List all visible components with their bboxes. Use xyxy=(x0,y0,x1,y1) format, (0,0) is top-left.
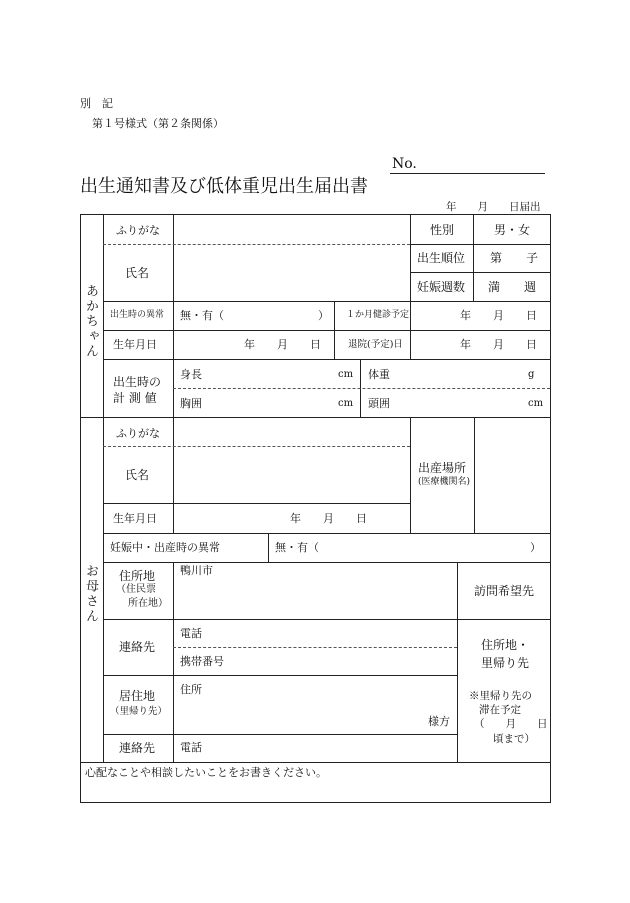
gestation-weeks-label: 妊娠週数 xyxy=(417,280,466,294)
height-unit: cm xyxy=(338,369,354,380)
birthplace-label: 出産場所 xyxy=(418,461,467,475)
baby-furigana-field[interactable] xyxy=(176,217,408,243)
residence-address-label: 住所 xyxy=(180,683,202,696)
address-label: 住所地 xyxy=(119,569,156,583)
measurement-label-line2: 計 測 値 xyxy=(113,391,157,405)
baby-furigana-label: ふりがな xyxy=(116,224,160,237)
baby-abnormality-label: 出生時の異常 xyxy=(110,310,165,320)
stay-note-line3: （ 月 日 xyxy=(474,718,548,730)
contact2-label: 連絡先 xyxy=(119,741,156,755)
weight-label: 体重 xyxy=(368,368,390,381)
baby-sex-label: 性別 xyxy=(430,223,455,237)
birth-order-label: 出生順位 xyxy=(417,251,466,265)
baby-birthdate-value[interactable]: 年 月 日 xyxy=(244,338,321,351)
stay-note-line4: 頃まで） xyxy=(493,733,535,745)
head-unit: cm xyxy=(528,398,544,409)
baby-sex-value[interactable]: 男・女 xyxy=(494,223,531,237)
residence-label: 居住地 xyxy=(119,689,156,703)
measurement-label-line1: 出生時の xyxy=(113,375,162,389)
residence-sublabel: （里帰り先） xyxy=(110,706,168,717)
appendix-label: 別 記 xyxy=(80,97,113,110)
height-label: 身長 xyxy=(180,368,202,381)
address-sublabel-1: （住民票 xyxy=(116,584,156,595)
serial-number-field[interactable] xyxy=(390,173,545,174)
concerns-field[interactable] xyxy=(83,781,547,799)
concerns-label: 心配なことや相談したいことをお書きください。 xyxy=(85,766,327,779)
pregnancy-abnormality-label: 妊娠中・出産時の異常 xyxy=(110,541,220,554)
baby-name-label: 氏名 xyxy=(125,266,150,280)
gestation-weeks-value[interactable]: 満 週 xyxy=(488,280,537,294)
checkup-date[interactable]: 年 月 日 xyxy=(460,309,537,322)
discharge-label: 退院(予定)日 xyxy=(348,339,403,350)
visit-option-line1[interactable]: 住所地・ xyxy=(481,638,530,652)
mother-birthdate-label: 生年月日 xyxy=(113,512,157,525)
baby-abnormality-value[interactable]: 無・有（ xyxy=(180,309,224,322)
visit-option-line2[interactable]: 里帰り先 xyxy=(481,656,530,670)
discharge-date[interactable]: 年 月 日 xyxy=(460,338,537,351)
mother-name-label: 氏名 xyxy=(125,468,150,482)
phone2-label: 電話 xyxy=(180,741,202,754)
mother-furigana-field[interactable] xyxy=(176,420,408,445)
birthplace-field[interactable] xyxy=(477,420,548,531)
baby-section-label: あかちゃん xyxy=(83,284,98,359)
pregnancy-abnormality-value[interactable]: 無・有（ xyxy=(275,541,319,554)
submission-date: 年 月 日届出 xyxy=(446,201,541,213)
head-label: 頭囲 xyxy=(368,397,390,410)
chest-label: 胸囲 xyxy=(180,397,202,410)
baby-abnormality-close: ） xyxy=(318,309,329,322)
care-of-label: 様方 xyxy=(428,715,450,728)
mother-birthdate-value[interactable]: 年 月 日 xyxy=(290,512,367,525)
checkup-label: １か月健診予定 xyxy=(346,310,410,320)
mobile-label: 携帯番号 xyxy=(180,655,224,668)
stay-note-line2: 滞在予定 xyxy=(479,704,521,716)
birth-order-value[interactable]: 第 子 xyxy=(490,251,539,265)
pregnancy-abnormality-close: ） xyxy=(530,541,541,554)
chest-unit: cm xyxy=(338,398,354,409)
baby-name-field[interactable] xyxy=(176,247,408,299)
address-sublabel-2: 所在地） xyxy=(128,598,168,609)
contact-label: 連絡先 xyxy=(119,640,156,654)
mother-section-label: お母さん xyxy=(83,564,98,624)
weight-unit: g xyxy=(528,369,535,380)
baby-birthdate-label: 生年月日 xyxy=(113,338,157,351)
form-number: 第１号様式（第２条関係） xyxy=(92,117,224,130)
serial-number-label: No. xyxy=(392,156,417,172)
stay-note-line1: ※里帰り先の xyxy=(469,690,532,702)
address-value[interactable]: 鴨川市 xyxy=(180,564,213,577)
mother-furigana-label: ふりがな xyxy=(116,427,160,440)
visit-preference-label: 訪問希望先 xyxy=(474,584,535,598)
phone-label: 電話 xyxy=(180,627,202,640)
mother-name-field[interactable] xyxy=(176,450,408,501)
birthplace-sublabel: (医療機関名) xyxy=(418,477,471,487)
page-title: 出生通知書及び低体重児出生届出書 xyxy=(80,176,368,197)
